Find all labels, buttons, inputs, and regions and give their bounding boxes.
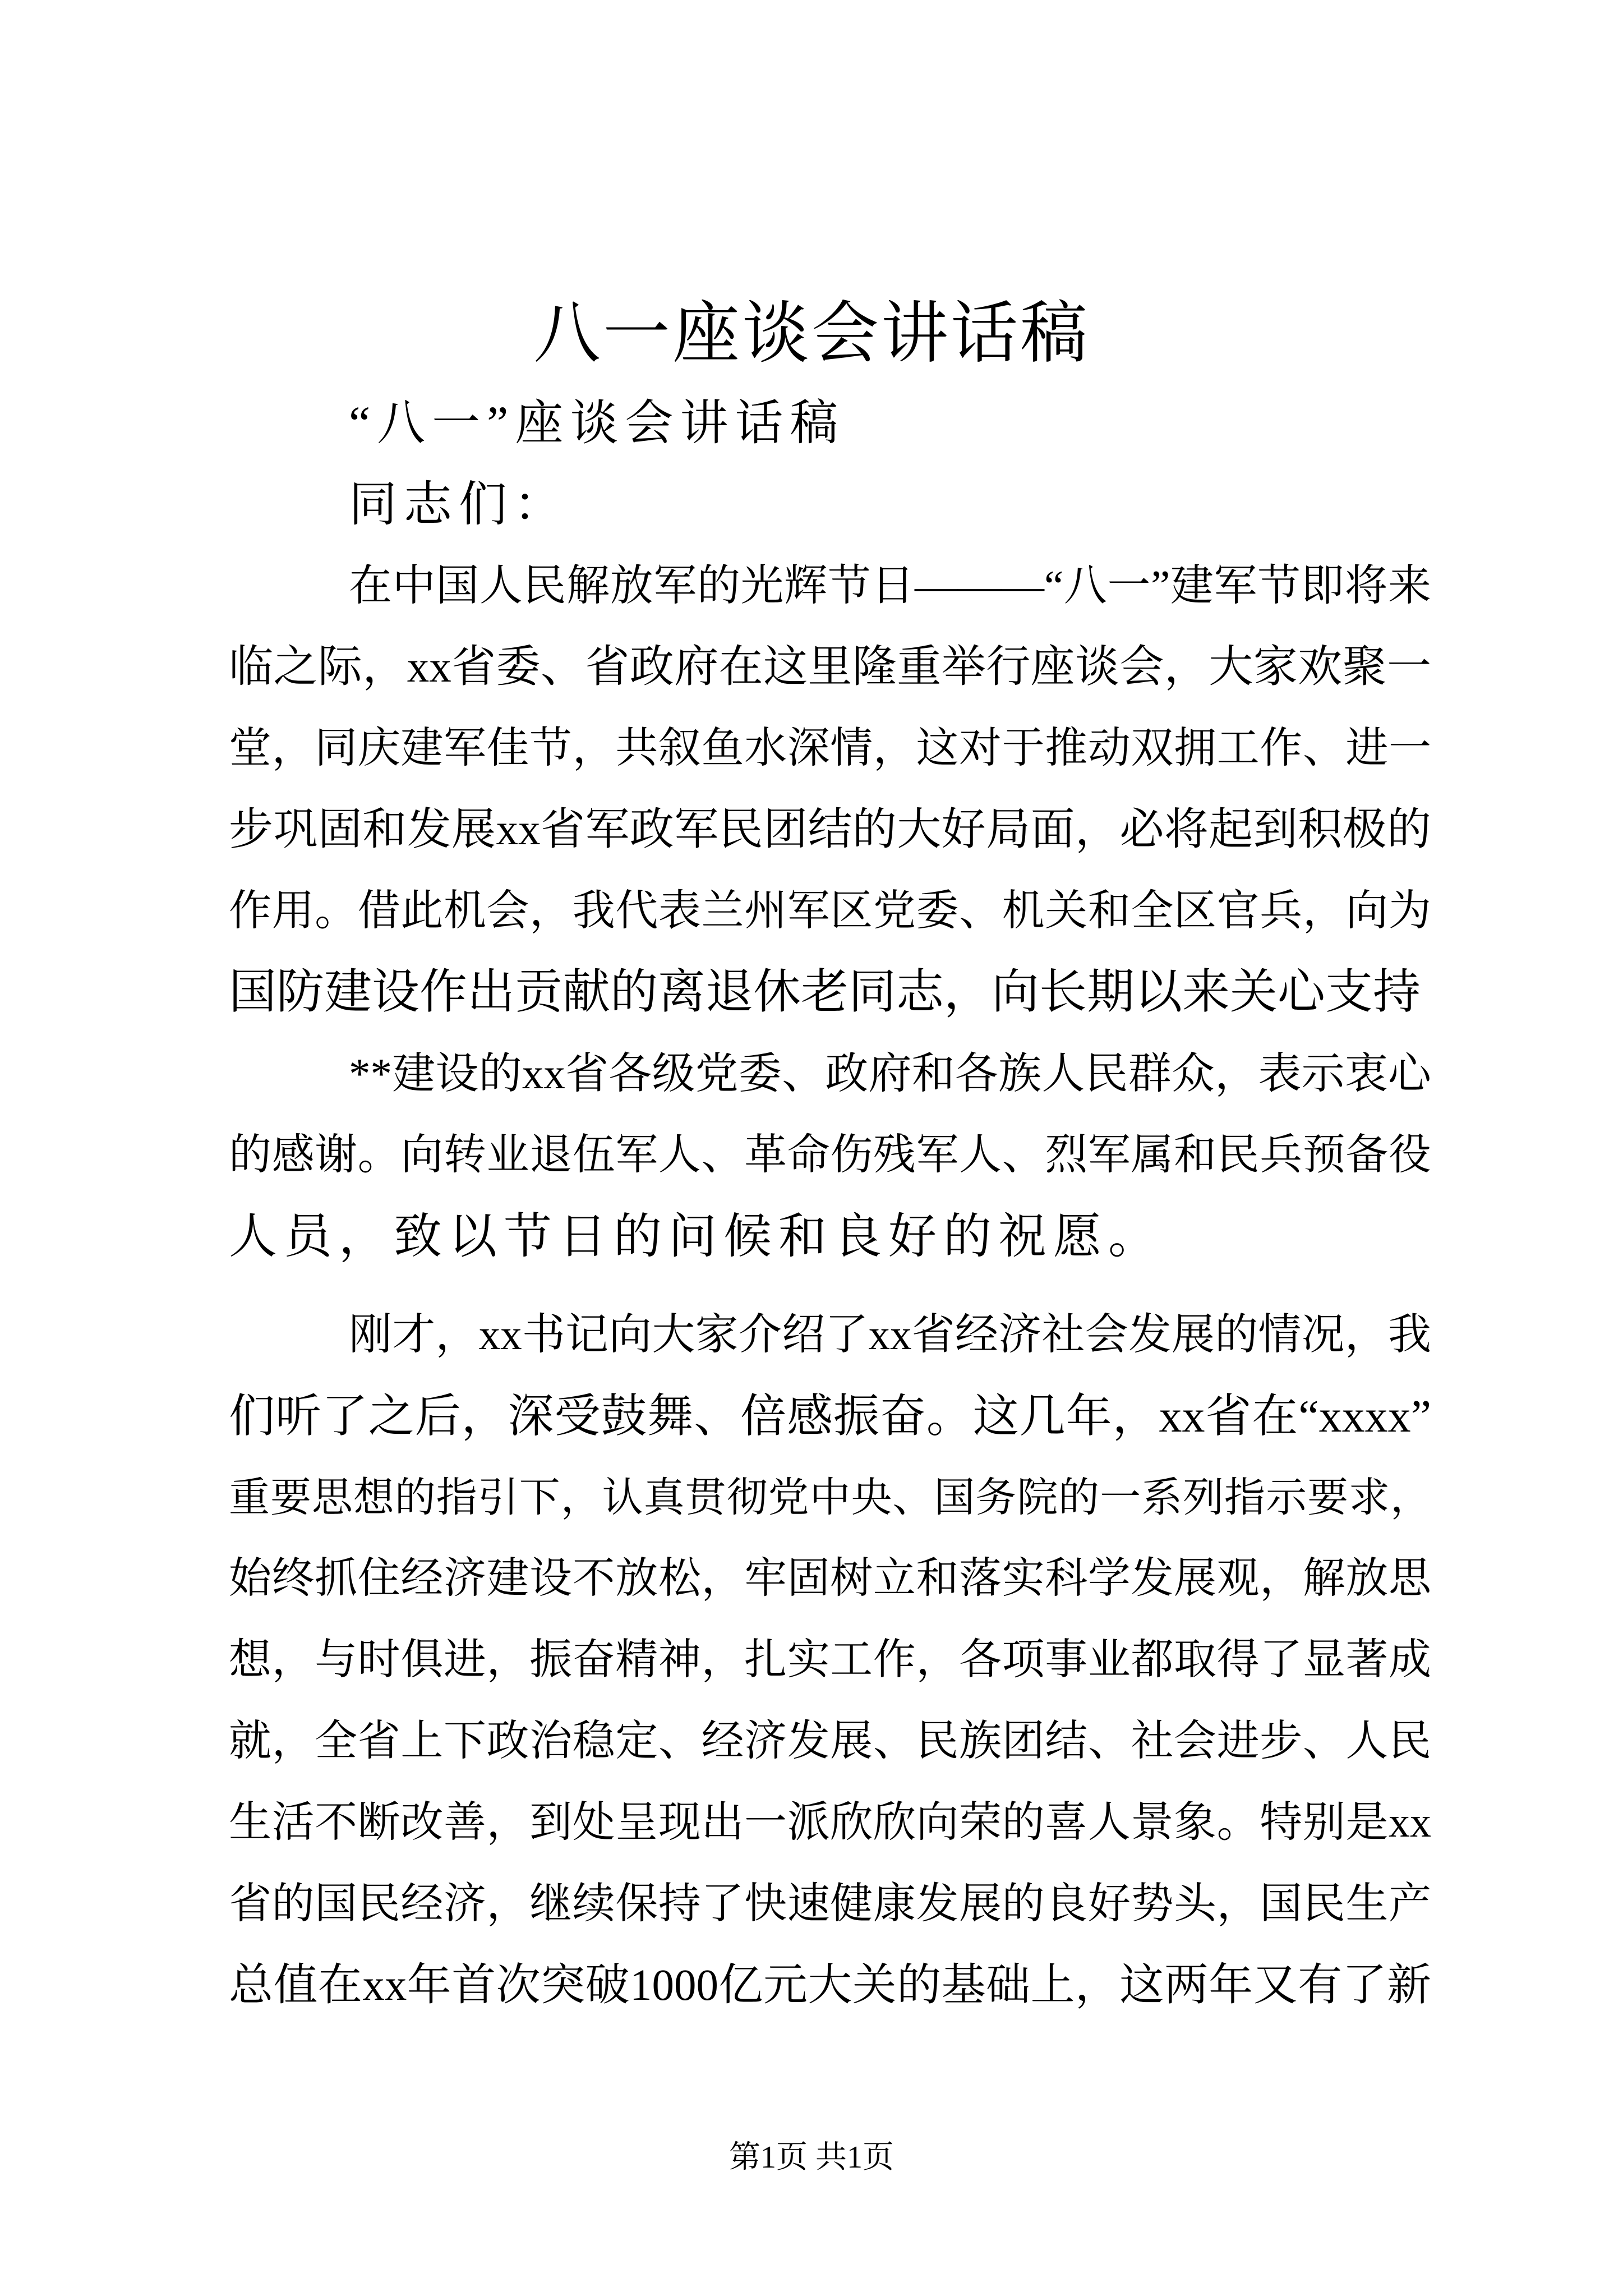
paragraph-line: 就，全省上下政治稳定、经济发展、民族团结、社会进步、人民 — [229, 1718, 1431, 1765]
paragraph-line: **建设的xx省各级党委、政府和各族人民群众，表示衷心 — [349, 1050, 1431, 1098]
paragraph-line: 始终抓住经济建设不放松，牢固树立和落实科学发展观，解放思 — [229, 1555, 1431, 1602]
subtitle: “八一”座谈会讲话稿 — [349, 396, 845, 450]
paragraph-3 — [229, 1294, 1431, 2026]
document-title: 八一座谈会讲话稿 — [533, 296, 1090, 371]
paragraph-line: 在中国人民解放军的光辉节日———“八一”建军节即将来 — [349, 562, 1431, 610]
paragraph-line: 国防建设作出贡献的离退休老同志，向长期以来关心支持 — [229, 966, 1421, 1019]
paragraph-line: 省的国民经济，继续保持了快速健康发展的良好势头，国民生产 — [229, 1880, 1431, 1927]
paragraph-line: 人员，致以节日的问候和良好的祝愿。 — [229, 1209, 1163, 1263]
paragraph-line: 步巩固和发展xx省军政军民团结的大好局面，必将起到积极的 — [229, 806, 1431, 854]
paragraph-line: 的感谢。向转业退伍军人、革命伤残军人、烈军属和民兵预备役 — [229, 1131, 1431, 1179]
paragraph-line: 刚才，xx书记向大家介绍了xx省经济社会发展的情况，我 — [349, 1310, 1431, 1359]
page-footer: 第1页 共1页 — [729, 2140, 894, 2175]
paragraph-line: 堂，同庆建军佳节，共叙鱼水深情，这对于推动双拥工作、进一 — [229, 725, 1431, 772]
paragraph-1 — [229, 545, 1431, 1033]
document-body — [229, 383, 1431, 2026]
paragraph-line: 作用。借此机会，我代表兰州军区党委、机关和全区官兵，向为 — [229, 887, 1431, 935]
salutation: 同志们： — [349, 477, 569, 531]
paragraph-line: 总值在xx年首次突破1000亿元大关的基础上，这两年又有了新 — [229, 1961, 1431, 2010]
paragraph-line: 想，与时俱进，振奋精神，扎实工作，各项事业都取得了显著成 — [229, 1636, 1431, 1683]
paragraph-line: 们听了之后，深受鼓舞、倍感振奋。这几年，xx省在“xxxx” — [229, 1391, 1431, 1442]
paragraph-line: 生活不断改善，到处呈现出一派欣欣向荣的喜人景象。特别是xx — [229, 1799, 1431, 1846]
paragraph-line: 重要思想的指引下，认真贯彻党中央、国务院的一系列指示要求， — [229, 1475, 1431, 1520]
paragraph-line: 临之际，xx省委、省政府在这里隆重举行座谈会，大家欢聚一 — [229, 643, 1431, 692]
paragraph-2 — [229, 1033, 1431, 1277]
